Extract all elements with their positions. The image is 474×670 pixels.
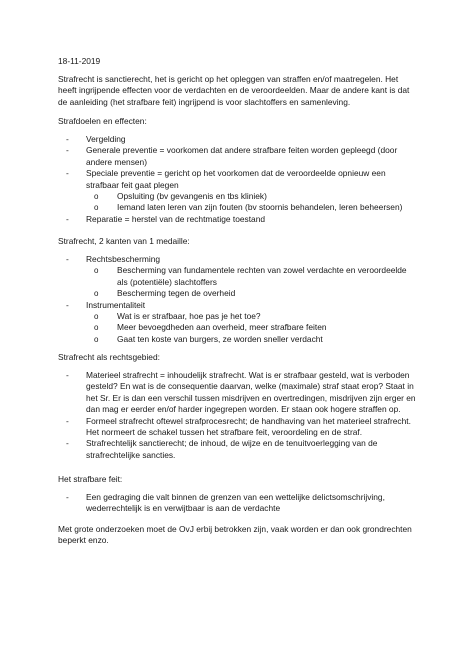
dash-marker: - bbox=[66, 168, 69, 179]
circle-bullet-marker: o bbox=[94, 323, 99, 333]
dash-marker: - bbox=[66, 145, 69, 156]
dash-marker: - bbox=[66, 438, 69, 449]
dash-marker: - bbox=[66, 134, 69, 144]
circle-bullet-marker: o bbox=[94, 312, 99, 322]
circle-bullet-marker: o bbox=[94, 203, 99, 213]
list-item: - Formeel strafrecht oftewel strafprocesrecht; de handhaving van het materieel strafrecht. Het normeert de schakel tussen het strafbare feit, veroordeling en de straf. bbox=[66, 415, 411, 438]
list-item: - Vergelding bbox=[66, 134, 126, 144]
sub-list-item: o Gaat ten koste van burgers, ze worden sneller verdacht bbox=[94, 333, 323, 344]
dash-marker: - bbox=[66, 213, 69, 224]
circle-bullet-marker: o bbox=[94, 192, 99, 202]
strafbare-feit-list bbox=[58, 492, 418, 515]
list-item: - Instrumentaliteit bbox=[66, 299, 146, 310]
strafdoelen-list bbox=[58, 134, 418, 225]
intro-paragraph: Strafrecht is sanctierecht, het is gericht op het opleggen van straffen en/of maatregelen. Het heeft ingrijpende effecten voor de verdachten en de veroordeelden. Maar de andere kant is dat de aanleiding (het strafbare feit) ingrijpend is voor slachtoffers en samenleving. bbox=[58, 74, 410, 107]
list-item: - Reparatie = herstel van de rechtmatige toestand bbox=[66, 213, 266, 224]
sub-list-item: o Bescherming van fundamentele rechten van zowel verdachte en veroordeelde als (potentiële) slachtoffers bbox=[94, 265, 407, 287]
list-item: - Materieel strafrecht = inhoudelijk strafrecht. Wat is er strafbaar gesteld, wat is verboden gesteld? En wat is de consequentie daarvan, welke (maximale) straf staat erop? Staat in het Sr. Er is dan een verschil tussen misdrijven en overtredingen, misdrijven zijn erger en dan mag er eerder en/of harder ingegrepen worden. Er staan ook hogere straffen op. bbox=[66, 370, 416, 415]
sub-list-item: o Wat is er strafbaar, hoe pas je het toe? bbox=[94, 311, 261, 322]
sub-list-item: o Meer bevoegdheden aan overheid, meer strafbare feiten bbox=[94, 322, 327, 333]
section-heading-strafbare-feit: Het strafbare feit: bbox=[58, 474, 123, 484]
rechtsgebied-list bbox=[58, 370, 418, 461]
dash-marker: - bbox=[66, 492, 69, 502]
medaille-list bbox=[58, 254, 418, 345]
section-heading-medaille: Strafrecht, 2 kanten van 1 medaille: bbox=[58, 236, 190, 246]
dash-marker: - bbox=[66, 299, 69, 310]
dash-marker: - bbox=[66, 370, 69, 380]
dash-marker: - bbox=[66, 254, 69, 264]
sub-list-item: o Opsluiting (bv gevangenis en tbs kliniek) bbox=[94, 191, 267, 202]
list-item: - Rechtsbescherming bbox=[66, 254, 161, 264]
circle-bullet-marker: o bbox=[94, 334, 99, 344]
list-item: - Generale preventie = voorkomen dat andere strafbare feiten worden gepleegd (door andere mensen) bbox=[66, 145, 398, 167]
document-date: 18-11-2019 bbox=[58, 56, 101, 66]
closing-paragraph: Met grote onderzoeken moet de OvJ erbij betrokken zijn, vaak worden er dan ook grondrechten beperkt enzo. bbox=[58, 524, 412, 546]
sub-list-item: o Bescherming tegen de overheid bbox=[94, 288, 236, 299]
list-item: - Een gedraging die valt binnen de grenzen van een wettelijke delictsomschrijving, wederrechtelijk is en verwijtbaar is aan de verdachte bbox=[66, 492, 385, 514]
dash-marker: - bbox=[66, 415, 69, 426]
list-item: - Speciale preventie = gericht op het voorkomen dat de veroordeelde opnieuw een strafbaar feit gaat plegen bbox=[66, 168, 386, 190]
circle-bullet-marker: o bbox=[94, 289, 99, 299]
section-heading-rechtsgebied: Strafrecht als rechtsgebied: bbox=[58, 352, 160, 362]
section-heading-strafdoelen: Strafdoelen en effecten: bbox=[58, 116, 147, 126]
sub-list-item: o Iemand laten leren van zijn fouten (bv stoornis behandelen, leren beheersen) bbox=[94, 202, 403, 213]
list-item: - Strafrechtelijk sanctierecht; de inhoud, de wijze en de tenuitvoerlegging van de strafrechtelijke sancties. bbox=[66, 438, 378, 460]
circle-bullet-marker: o bbox=[94, 266, 99, 276]
